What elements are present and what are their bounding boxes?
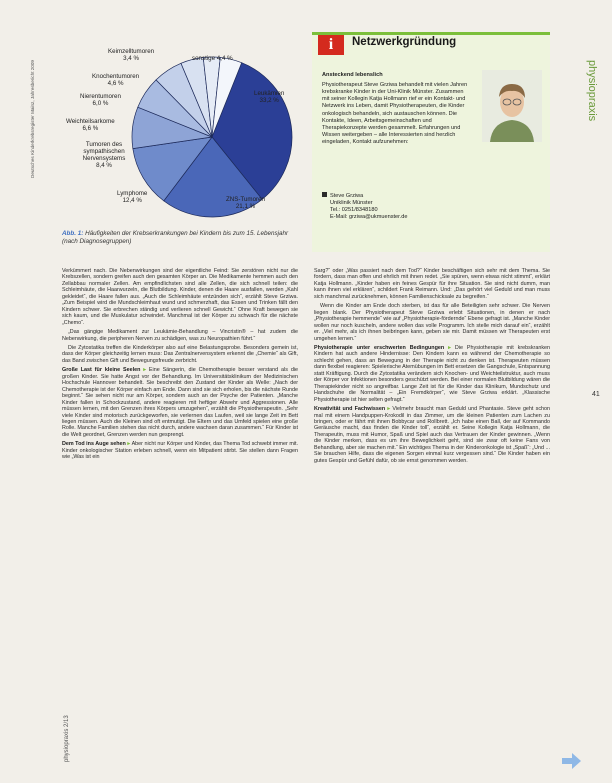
pie-label-sonstige: sonstige 4,4 % [192, 55, 233, 62]
caption-label: Abb. 1 [62, 230, 82, 237]
body-paragraph [314, 303, 550, 342]
section-paragraph [314, 345, 550, 403]
pie-label-sympath: Tumoren des sympathischen Nervensystems 8,4 % [82, 141, 126, 169]
pie-label-nieren: Nierentumoren 6,0 % [80, 93, 121, 107]
section-arrow-icon: ▸ [127, 441, 131, 448]
portrait-photo [482, 70, 542, 142]
paragraph-text: Die Zytostatika treffen die Kinderkörper also auf eine Belastungsprobe. Besonders gemein ist, dass der Körper gleichzeitig lernen muss: Das Zentralnervensystem erkennt die „Chemie“ als Gift, das Band zwischen Gift und Bewegungsfreude zerbricht. [62, 344, 298, 364]
section-arrow-icon: ▸ [387, 406, 391, 413]
paragraph-text: „Das gängige Medikament zur Leukämie-Behandlung – Vincristin® – hat zudem die Nebenwirkung, die peripheren Nerven zu schädigen, was zu Neuropathien führt.“ [62, 329, 298, 342]
info-box-header [312, 32, 550, 56]
section-arrow-icon: ▸ [448, 344, 451, 351]
info-box-heading: Ansteckend lebenslich [322, 72, 383, 78]
caption-text: Häufigkeiten der Krebserkrankungen bei Kindern bis zum 15. Lebensjahr (nach Diagnosegruppen) [62, 230, 289, 245]
paragraph-text: Eine Sängerin, die Chemotherapie besser verstand als die großen Kinder. Sie hatte Angst vor der Behandlung. Im Universitätsklinikum der Medizinischen Hochschule Hannover behandelt. Sie beschreibt den Zustand der Kinder als Welle: „Nach der Chemotherapie ist der Körper einfach am Ende. Dann sind sie sich erholen, bis die nächste Runde beginnt.“ Sie sehen nicht nur am Körper, sondern auch an der Psyche der Patienten. „Manche Kinder fallen in Schockzustand, andere reagieren mit heftiger Abwehr und Aggressionen. Alle müssen lernen, mit den Grenzen ihres Körpers umzugehen“, erzählt die Physiotherapeutin. „Sehr viele Kinder sind motorisch zurückgeworfen, sie verlernen das Laufen, weil sie lange Zeit im Bett liegen müssen. Auch die Kleinen sind oft entmutigt. Die Eltern und das Umfeld spielen eine große Rolle. Manche Familien stehen das nicht durch, andere wachsen daran zusammen.“ Für Kinder ist die Welt geordnet, Grenzen werden nun gesprengt. [62, 367, 298, 438]
footer-left: physiopraxis 2/13 [64, 715, 70, 762]
contact-org: Uniklinik Münster [330, 200, 373, 207]
left-column [62, 268, 298, 778]
info-icon: i [318, 35, 344, 55]
pie-chart [10, 20, 310, 250]
paragraph-text: Wenn die Kinder am Ende doch sterben, ist das für alle Beteiligten sehr schwer. Die Nerven liegen blank. Der Physiotherapeut Steve Grziwa erlebt Situationen, in denen er nach „Physiotherapie hemmende“ wie auf „Physiotherapie-fördernde“ Ebene gefragt ist. „Manche Kinder wollen nur noch kuscheln, andere wollen das volle Programm. Ich stelle mich darauf ein“, erzählt er. „Viel mehr, als ich ihnen beibringen kann, geben sie mir. Damit müssen wir Therapeuten erst umgehen lernen.“ [314, 303, 550, 342]
info-box-title: Netzwerkgründung [352, 36, 457, 48]
pie-label-knochen: Knochentumoren 4,6 % [92, 73, 140, 87]
section-heading: Kreativität und Fachwissen [314, 406, 386, 413]
body-paragraph [62, 345, 298, 364]
info-box-text: Physiotherapeut Steve Grziwa behandelt mit vielen Jahren krebskranke Kinder in der Uni-Klinik Münster. Zusammen mit seiner Kollegin Katja Hollmann rief er ein Kontakt- und Netzwerk ins Leben, damit Physiotherapeuten, die Kinder onkologisch behandeln, sich austauschen können. Die Kontakte, Ideen, Arbeitsgemeinschaften und Therapiekonzepte werden gesammelt. Erfahrungen und Wissen weitergeben – alle Interessierten sind herzlich eingeladen, Kontakt aufzunehmen: [322, 82, 468, 146]
pie-label-lymphome: Lymphome 12,4 % [117, 190, 148, 204]
figure-caption: Abb. 1: Häufigkeiten der Krebserkrankungen bei Kindern bis zum 15. Lebensjahr (nach Diagnosegruppen) [62, 230, 289, 245]
contact-phone: Tel.: 0251/8348180 [330, 207, 378, 214]
pie-label-weichteil: Weichteilsarkome 6,6 % [66, 118, 115, 132]
body-paragraph [62, 329, 298, 342]
paragraph-text: Die Physiotherapie mit krebskranken Kindern hat auch andere Hindernisse: Den Kindern kann es während der Chemotherapie so schlecht gehen, dass an Bewegung in der Therapie nicht zu denken ist. Therapeuten müssen dann flexibel reagieren: Spielerische Atemübungen im Bett ersetzen die Gangschule, Entspannung statt Kräftigung. Durch die Zytostatika verändern sich Knochen- und Weichteilstruktur, auch muss der Körper vor Infektionen besonders geschützt werden. Bei einer normalen Blutbildung wären die Therapiekinder nicht so angreifbar. Lange Zeit ist für die Kinder das Klinikum, Mundschutz und Handschuhe die Normalität – „Ein Fremdkörper“, wie Steve Grziwa erklärt. „Klassische Physiotherapie ist hier selten gefragt.“ [314, 344, 550, 403]
contact-email[interactable]: E-Mail: grziwa@ukmuenster.de [330, 214, 408, 221]
info-box-contact [322, 192, 522, 222]
paragraph-text: Vielmehr braucht man Geduld und Phantasie. Steve geht schon mal mit einem Handpuppen-Krokodil in das Zimmer, um die kleinen Patienten zum Lachen zu bringen, oder er fährt mit ihnen Bobbycar und Rollbrett. „Ich habe einen Ball, der auf Kommando Geräusche macht, das finden die Kinder toll“, erzählt er. Seine Kollegin Katja Hollmann, die Therapeutin, muss mit Humor, Spaß und Spiel auch das Vertrauen der Kinder gewinnen. „Wenn die Kinder merken, dass es um ihre Beweglichkeit geht, sind sie zwar oft keine Fans von Behandlung, aber sie machen mit.“ Ein wichtiges Thema in der Kinderonkologie ist „Spaß“: „Und ... Sie brauchen Hilfe, dass die eigenen Sorgen einmal kurz vergessen sind.“ Die Kinder haben ein gutes Gespür und Gefühl dafür, ob sie ernst genommen werden. [314, 406, 550, 464]
section-arrow-icon: ▸ [143, 367, 146, 374]
section-heading: Physiotherapie unter erschwerten Bedingungen [314, 344, 445, 351]
section-paragraph [62, 441, 298, 460]
side-label: physiopraxis [586, 60, 598, 122]
body-paragraph [62, 268, 298, 326]
page-number: 41 [592, 391, 600, 398]
paragraph-text: Aber nicht nur Körper und Kinder, das Thema Tod schwebt immer mit. Kinder onkologischer Station erleben schnell, wenn ein Mitpatient stirbt. Sie stellen dann Fragen wie „Was ist ein [62, 441, 298, 461]
pie-label-keimzell: Keimzelltumoren 3,4 % [108, 48, 155, 62]
paragraph-text: Verkümmert nach. Die Nebenwirkungen sind der eigentliche Feind: Sie zerstören nicht nur die Krebszellen, sondern greifen auch den gesamten Körper an. Die Medikamente hemmen auch den Zellabbau normaler Zellen. Am empfindlichsten sind alle Zellen, die sich schnell teilen: die Schleimhäute, die Haarwurzeln, die Blutbildung. Kinder, denen die Haare ausfallen, werden „Kahl gekleidet“, die Haare fallen aus. „Auch die Schleimhäute entzünden sich“, erzählt Steve Grziwa. „Zum Beispiel wird die Mundschleimhaut wund und schmerzhaft, das Essen und Trinken fällt den Kindern schwer. Sie erbrechen ständig und verlieren schnell Gewicht.“ Ohne Kraft bewegen sie sich kaum, und die Muskulatur schwindet. Manchmal ist der Körper zu schwach für die nächste „Chemo“. [62, 268, 298, 326]
pie-label-leukaemien: Leukämien 33,2 % [254, 90, 285, 104]
section-heading: Große Last für kleine Seelen [62, 367, 141, 374]
section-heading: Dem Tod ins Auge sehen [62, 441, 126, 448]
body-paragraph [314, 268, 550, 300]
chart-source: Deutsches Kinderkrebsregister Mainz, Jahresbericht 2009 [30, 60, 35, 178]
contact-name: Steve Grziwa [322, 192, 522, 200]
right-column [314, 268, 550, 778]
section-paragraph [62, 367, 298, 438]
section-paragraph [314, 406, 550, 464]
next-page-arrow-icon[interactable] [560, 752, 582, 770]
pie-label-zns: ZNS-Tumoren 21,1 % [226, 196, 265, 210]
paragraph-text: Sarg?“ oder „Was passiert nach dem Tod?“ Kinder beschäftigen sich sehr mit dem Thema. Sie fordern, dass man offen und ehrlich mit ihnen redet. „Sie spüren, wenn etwas nicht stimmt“, erklärt Katja Hollmann. „Kinder haben ein feines Gespür für ihre Situation. Sie sind nicht dumm, man kann ihnen viel erklären“, schildert Frank Reimann. Und: „Das gehört viel Geduld und man muss sich manchmal zurücknehmen, können Familienschicksale zu begreifen.“ [314, 268, 550, 300]
portrait-image [482, 70, 542, 142]
